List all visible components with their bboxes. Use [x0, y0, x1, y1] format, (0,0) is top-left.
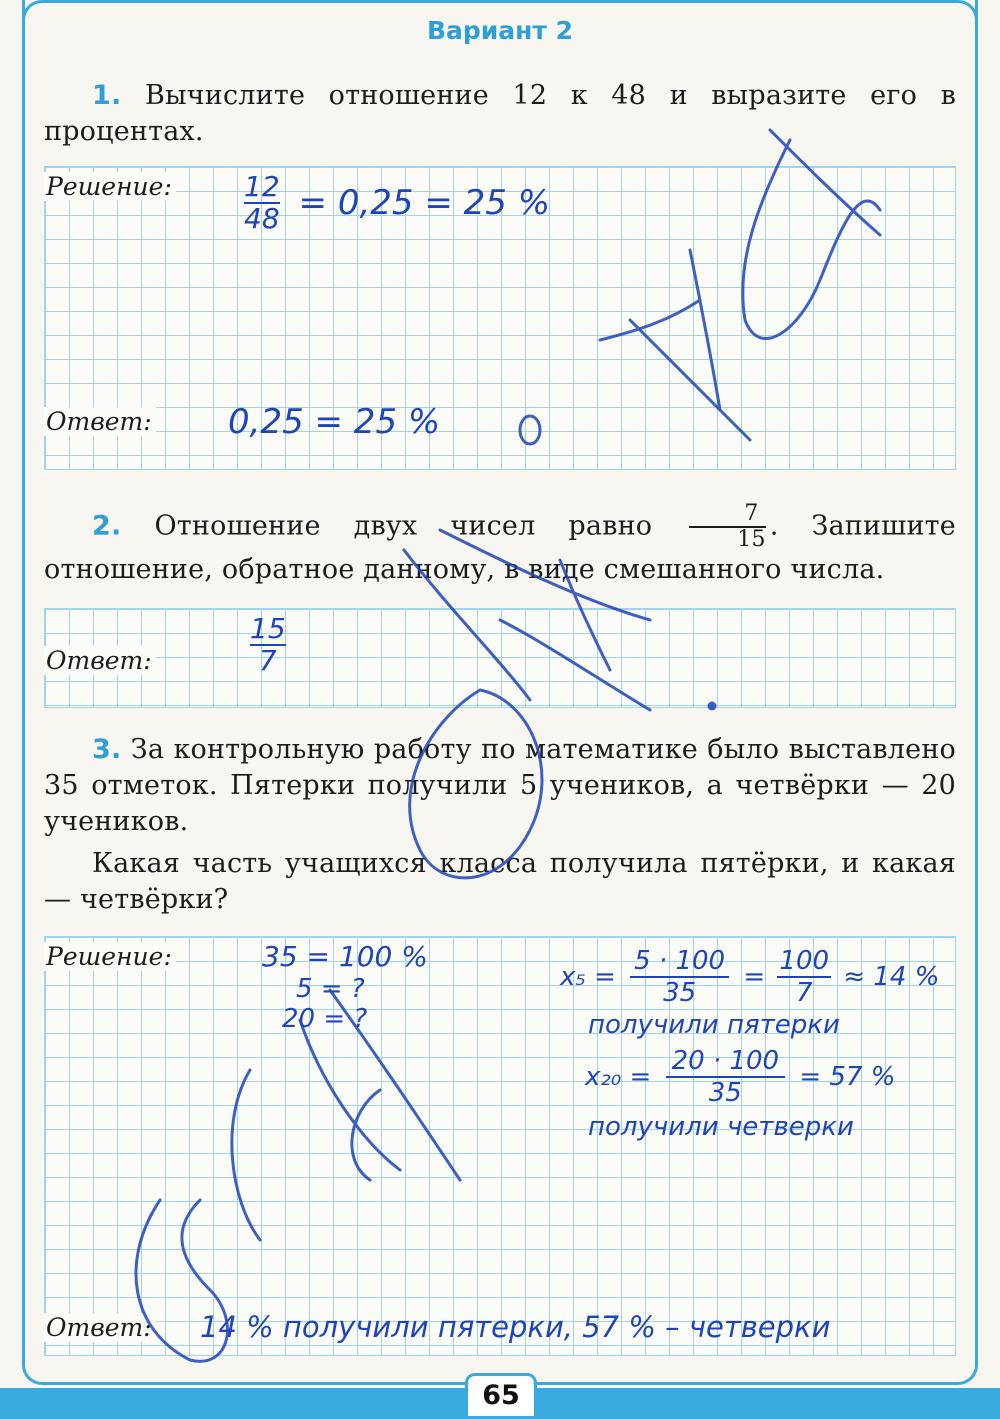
task1-number: 1. [92, 80, 122, 111]
task1-statement: Вычислите отношение 12 к 48 и выразите его в процентах. [44, 80, 956, 147]
task3-hw-x5-den: 35 [663, 978, 697, 1008]
task2-frac-den: 15 [737, 527, 766, 552]
task2-statement-a: Отношение двух чисел равно [154, 510, 653, 542]
task3-statement-1: За контрольную работу по математике было выставлено 35 отметок. Пятерки получили 5 учеников, а четвёрки — 20 учеников. [44, 734, 956, 837]
variant-heading: Вариант 2 [426, 16, 574, 45]
task3-hw-answer: 14 % получили пятерки, 57 % – четверки [200, 1310, 831, 1344]
task1-hw-answer: 0,25 = 25 % [228, 402, 441, 442]
task3-hw-x5-note: получили пятерки [588, 1010, 840, 1040]
task2-number: 2. [92, 510, 122, 542]
task3-hw-left-2: 5 = ? [296, 974, 365, 1004]
task3-hw-x20-den: 35 [708, 1078, 742, 1108]
task3-hw-x5-den2: 7 [795, 978, 813, 1008]
task2-answer-label: Ответ: [44, 646, 156, 675]
task3-text-2: Какая часть учащихся класса получила пятёрки, и какая — четвёрки? [44, 848, 956, 915]
task3-solution-label: Решение: [44, 942, 176, 971]
task1-hw-rest: = 0,25 = 25 % [298, 183, 551, 223]
task3-hw-left-3: 20 = ? [282, 1004, 368, 1034]
task3-hw-x20-result: = 57 % [799, 1062, 896, 1092]
task3-hw-x20: x₂₀ = [585, 1062, 652, 1092]
task3-answer-label: Ответ: [44, 1313, 156, 1342]
task3-hw-x5-num: 5 · 100 [630, 946, 729, 978]
task2-hw-den: 7 [258, 644, 277, 677]
task3-hw-x20-note: получили четверки [588, 1112, 854, 1142]
task2-statement-b: . Запишите отношение, обратное данному, в виде смешанного числа. [44, 510, 956, 585]
task3-hw-x20-num: 20 · 100 [666, 1046, 786, 1078]
task1-answer-label: Ответ: [44, 407, 156, 436]
task2-hw-num: 15 [250, 612, 286, 645]
task1-hw-den: 48 [244, 202, 280, 235]
task1-solution-label: Решение: [44, 172, 176, 201]
task3-hw-x5: x₅ = [560, 962, 616, 992]
page-number: 65 [465, 1373, 537, 1419]
task1-hw-num: 12 [244, 170, 280, 203]
task2-frac-num: 7 [689, 502, 765, 528]
task3-hw-left-1: 35 = 100 % [262, 940, 428, 973]
task3-hw-x5-result: ≈ 14 % [843, 962, 940, 992]
task3-number: 3. [92, 734, 122, 765]
task3-hw-x5-eq: = [743, 962, 766, 992]
task3-hw-x5-num2: 100 [779, 946, 830, 976]
